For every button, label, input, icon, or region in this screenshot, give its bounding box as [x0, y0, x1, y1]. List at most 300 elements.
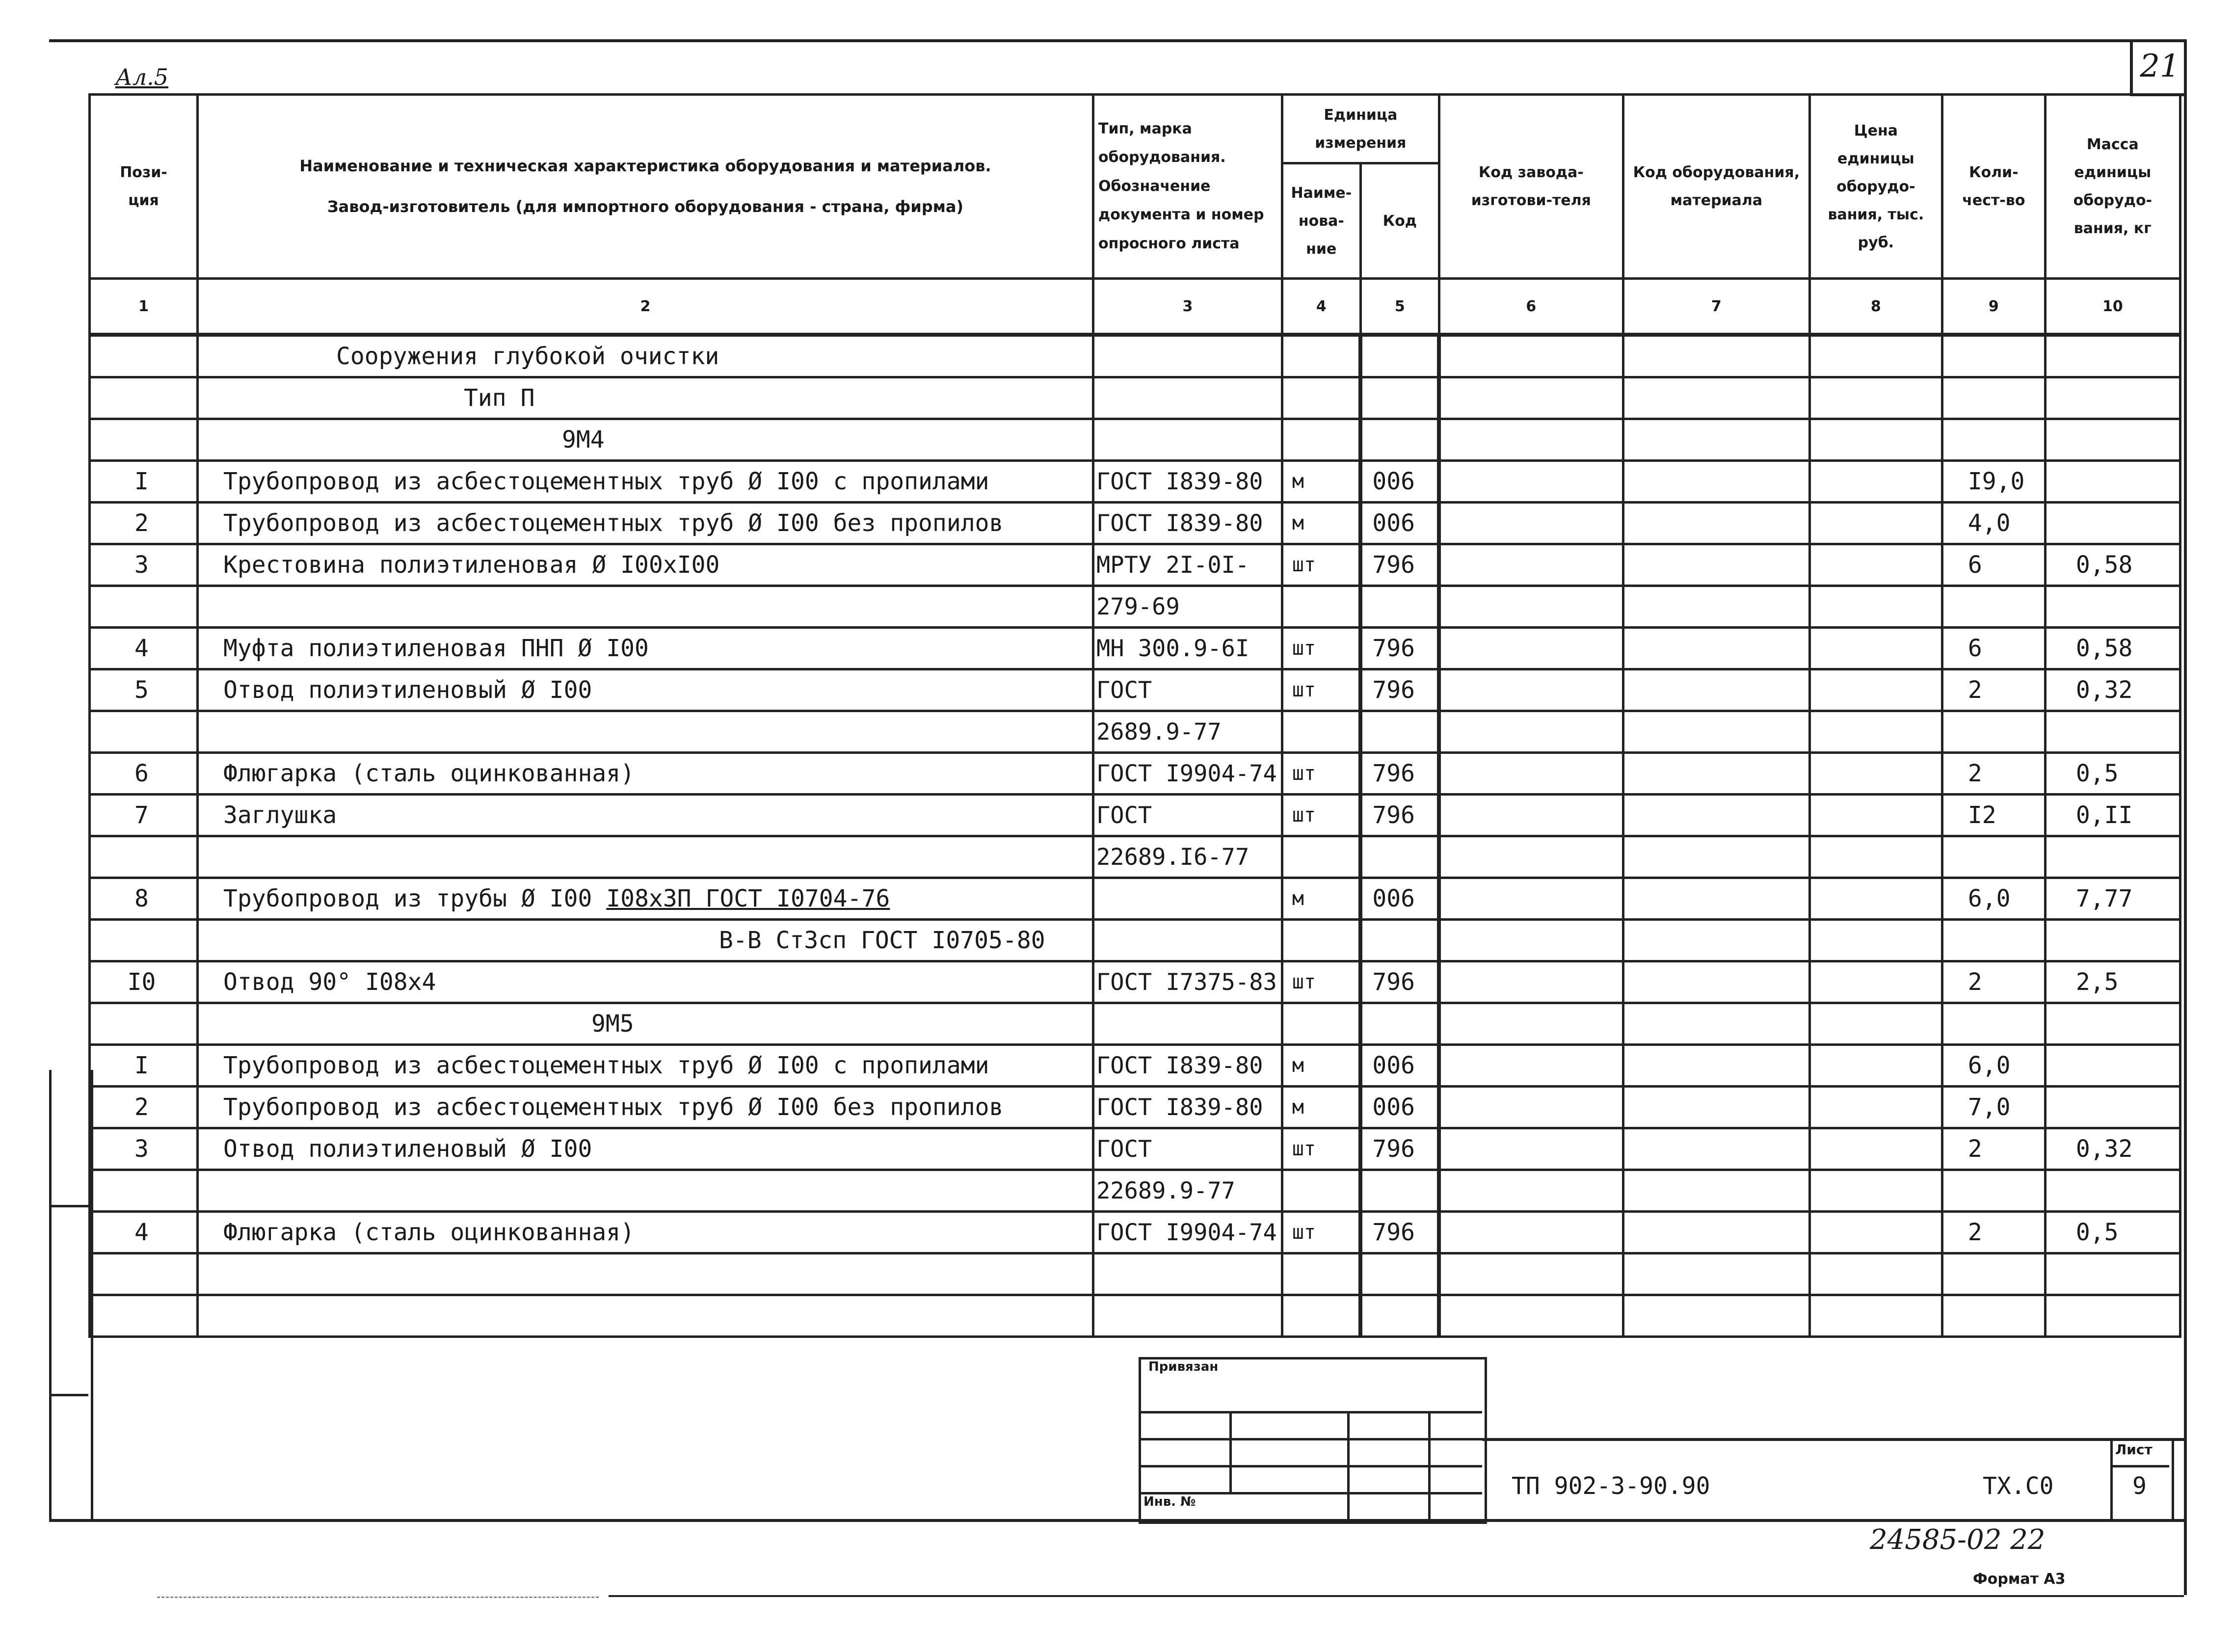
row-type	[1093, 503, 1282, 544]
row-mass	[2045, 1045, 2180, 1087]
row-equipment-code	[1623, 377, 1809, 419]
header-unit-name: Наиме-нова-ние	[1282, 163, 1360, 279]
row-factory-code	[1439, 1253, 1623, 1295]
row-mass-text: 0,32	[2075, 1135, 2133, 1163]
row-position	[90, 878, 198, 920]
table-row	[90, 1087, 2180, 1128]
row-factory-code	[1439, 878, 1623, 920]
row-quantity	[1942, 335, 2045, 377]
row-quantity-text: 2	[1967, 676, 1982, 704]
row-mass-text: 0,5	[2075, 760, 2119, 787]
row-position-text: 3	[134, 1135, 149, 1163]
row-price	[1809, 544, 1942, 586]
row-type	[1093, 335, 1282, 377]
row-name	[198, 1003, 1093, 1045]
row-mass	[2045, 1003, 2180, 1045]
row-name	[198, 544, 1093, 586]
row-equipment-code	[1623, 1087, 1809, 1128]
row-quantity	[1942, 753, 2045, 795]
row-quantity	[1942, 1045, 2045, 1087]
row-type-text: МН 300.9-6I	[1096, 635, 1249, 662]
table-row	[90, 544, 2180, 586]
table-row	[90, 586, 2180, 628]
row-factory-code	[1439, 961, 1623, 1003]
row-equipment-code	[1623, 461, 1809, 503]
stamp-inventory-label: Инв. №	[1143, 1494, 1196, 1509]
row-position	[90, 753, 198, 795]
row-name	[198, 669, 1093, 711]
row-unit	[1282, 795, 1360, 836]
row-position	[90, 544, 198, 586]
row-unit-code	[1360, 961, 1439, 1003]
row-mass	[2045, 335, 2180, 377]
row-unit	[1282, 461, 1360, 503]
row-mass	[2045, 961, 2180, 1003]
table-row	[90, 1253, 2180, 1295]
row-unit-text: м	[1292, 1054, 1304, 1077]
row-factory-code	[1439, 669, 1623, 711]
row-position	[90, 628, 198, 669]
document-designation: ТП 902-3-90.90	[1512, 1472, 1710, 1500]
row-equipment-code	[1623, 1212, 1809, 1253]
row-name-text: Тип П	[464, 384, 535, 412]
row-equipment-code	[1623, 795, 1809, 836]
row-quantity-text: 2	[1967, 1219, 1982, 1246]
row-quantity	[1942, 1253, 2045, 1295]
header-name: Наименование и техническая характеристика оборудования и материалов. Завод-изготовитель (для импортного оборудования - страна, фирма)	[198, 95, 1093, 279]
row-type-text: ГОСТ	[1096, 801, 1152, 829]
row-quantity-text: I2	[1967, 801, 1996, 829]
row-equipment-code	[1623, 753, 1809, 795]
row-mass	[2045, 544, 2180, 586]
row-unit-text: шт	[1292, 679, 1316, 701]
row-quantity	[1942, 377, 2045, 419]
archive-number: 24585-02 22	[1870, 1524, 2046, 1556]
row-unit-code-text: 796	[1372, 676, 1415, 704]
row-mass	[2045, 795, 2180, 836]
row-unit	[1282, 836, 1360, 878]
row-type-text: 22689.I6-77	[1096, 843, 1249, 871]
row-unit-text: м	[1292, 512, 1304, 534]
row-type-text: 2689.9-77	[1096, 718, 1222, 746]
table-row	[90, 419, 2180, 461]
row-unit-code	[1360, 1212, 1439, 1253]
row-equipment-code	[1623, 1003, 1809, 1045]
row-quantity	[1942, 586, 2045, 628]
row-unit-code	[1360, 377, 1439, 419]
row-position-text: 4	[134, 635, 149, 662]
row-name-text: Флюгарка (сталь оцинкованная)	[223, 1219, 635, 1246]
sheet-box-separator	[2110, 1465, 2169, 1467]
row-position	[90, 335, 198, 377]
row-position	[90, 836, 198, 878]
document-code: ТХ.С0	[1983, 1472, 2054, 1500]
row-name	[198, 1045, 1093, 1087]
row-type	[1093, 878, 1282, 920]
row-unit-code	[1360, 628, 1439, 669]
table-row	[90, 1295, 2180, 1337]
row-name	[198, 1087, 1093, 1128]
frame-bottom-edge	[609, 1595, 2184, 1597]
row-unit-code	[1360, 836, 1439, 878]
table-row	[90, 1045, 2180, 1087]
row-price	[1809, 586, 1942, 628]
row-name-text: Трубопровод из трубы Ø I00	[223, 885, 607, 912]
row-type	[1093, 1003, 1282, 1045]
row-factory-code	[1439, 795, 1623, 836]
row-mass	[2045, 1212, 2180, 1253]
row-price	[1809, 669, 1942, 711]
row-price	[1809, 503, 1942, 544]
row-unit	[1282, 335, 1360, 377]
row-type-text: ГОСТ	[1096, 676, 1152, 704]
row-quantity	[1942, 1003, 2045, 1045]
row-unit-code	[1360, 669, 1439, 711]
header-factory-code: Код завода-изготови-теля	[1439, 95, 1623, 279]
row-quantity	[1942, 711, 2045, 753]
row-factory-code	[1439, 628, 1623, 669]
stamp-line	[1139, 1438, 1482, 1440]
row-price	[1809, 961, 1942, 1003]
row-type	[1093, 419, 1282, 461]
row-unit-code	[1360, 920, 1439, 961]
row-name	[198, 1295, 1093, 1337]
row-position	[90, 669, 198, 711]
row-unit-code-text: 796	[1372, 760, 1415, 787]
row-position	[90, 795, 198, 836]
row-type	[1093, 961, 1282, 1003]
row-quantity	[1942, 878, 2045, 920]
row-position	[90, 961, 198, 1003]
sheet-label: Лист	[2115, 1441, 2152, 1458]
row-quantity-text: 4,0	[1967, 509, 2011, 537]
row-unit	[1282, 1170, 1360, 1212]
row-equipment-code	[1623, 878, 1809, 920]
page-number: 21	[2130, 39, 2187, 96]
row-type	[1093, 377, 1282, 419]
row-name	[198, 335, 1093, 377]
row-mass	[2045, 461, 2180, 503]
row-mass-text: 0,5	[2075, 1219, 2119, 1246]
row-name	[198, 711, 1093, 753]
row-name	[198, 878, 1093, 920]
row-factory-code	[1439, 503, 1623, 544]
row-unit-text: м	[1292, 887, 1304, 910]
table-row	[90, 669, 2180, 711]
row-quantity	[1942, 1170, 2045, 1212]
row-type	[1093, 586, 1282, 628]
row-quantity-text: 2	[1967, 968, 1982, 996]
row-equipment-code	[1623, 711, 1809, 753]
row-equipment-code	[1623, 335, 1809, 377]
row-type	[1093, 461, 1282, 503]
row-type	[1093, 1128, 1282, 1170]
row-position	[90, 711, 198, 753]
header-type: Тип, марка оборудования. Обозначение документа и номер опросного листа	[1093, 95, 1282, 279]
row-unit	[1282, 1003, 1360, 1045]
row-price	[1809, 1003, 1942, 1045]
column-number: 2	[198, 279, 1093, 335]
row-price	[1809, 628, 1942, 669]
row-price	[1809, 419, 1942, 461]
row-equipment-code	[1623, 1253, 1809, 1295]
row-unit	[1282, 419, 1360, 461]
row-mass-text: 2,5	[2075, 968, 2119, 996]
header-equipment-code: Код оборудования, материала	[1623, 95, 1809, 279]
row-unit-code	[1360, 711, 1439, 753]
table-row	[90, 878, 2180, 920]
row-type	[1093, 711, 1282, 753]
row-quantity-text: 6,0	[1967, 885, 2011, 912]
table-row	[90, 335, 2180, 377]
row-mass	[2045, 836, 2180, 878]
row-factory-code	[1439, 1170, 1623, 1212]
row-quantity	[1942, 461, 2045, 503]
row-quantity	[1942, 544, 2045, 586]
row-position-text: 7	[134, 801, 149, 829]
row-name-text: 9М5	[591, 1010, 634, 1038]
row-price	[1809, 1128, 1942, 1170]
row-equipment-code	[1623, 1128, 1809, 1170]
row-price	[1809, 377, 1942, 419]
row-price	[1809, 1045, 1942, 1087]
row-price	[1809, 753, 1942, 795]
row-mass	[2045, 628, 2180, 669]
row-equipment-code	[1623, 1170, 1809, 1212]
row-equipment-code	[1623, 1045, 1809, 1087]
row-position	[90, 920, 198, 961]
row-name	[198, 586, 1093, 628]
row-unit-text: м	[1292, 470, 1304, 493]
row-name	[198, 1212, 1093, 1253]
row-unit	[1282, 586, 1360, 628]
row-factory-code	[1439, 335, 1623, 377]
row-unit	[1282, 1295, 1360, 1337]
stamp-line	[1139, 1411, 1482, 1413]
row-mass	[2045, 878, 2180, 920]
row-name-underlined-text: I08x3П ГОСТ I0704-76	[606, 885, 890, 912]
row-quantity	[1942, 836, 2045, 878]
row-factory-code	[1439, 377, 1623, 419]
row-name	[198, 1128, 1093, 1170]
row-type-text: ГОСТ I839-80	[1096, 509, 1263, 537]
row-unit-code-text: 796	[1372, 635, 1415, 662]
row-mass	[2045, 920, 2180, 961]
row-position	[90, 1253, 198, 1295]
binding-divider	[49, 1205, 88, 1207]
table-row	[90, 461, 2180, 503]
header-quantity: Коли-чест-во	[1942, 95, 2045, 279]
header-unit-group: Единица измерения	[1282, 95, 1439, 163]
row-name-text: Отвод полиэтиленовый Ø I00	[223, 1135, 592, 1163]
row-factory-code	[1439, 711, 1623, 753]
row-unit-code-text: 006	[1372, 1093, 1415, 1121]
row-factory-code	[1439, 1087, 1623, 1128]
row-equipment-code	[1623, 836, 1809, 878]
row-price	[1809, 461, 1942, 503]
row-factory-code	[1439, 419, 1623, 461]
binding-strip	[49, 1070, 93, 1521]
row-type-text: ГОСТ I839-80	[1096, 1052, 1263, 1079]
row-name	[198, 503, 1093, 544]
specification-body	[90, 335, 2180, 1337]
row-unit-code	[1360, 461, 1439, 503]
row-unit-text: шт	[1292, 971, 1316, 993]
row-equipment-code	[1623, 920, 1809, 961]
row-factory-code	[1439, 1212, 1623, 1253]
row-name	[198, 1253, 1093, 1295]
table-row	[90, 961, 2180, 1003]
stamp-line	[1139, 1465, 1482, 1467]
stamp-line	[1428, 1411, 1431, 1519]
row-quantity	[1942, 503, 2045, 544]
row-position	[90, 1003, 198, 1045]
column-number-row	[90, 279, 2180, 335]
column-number: 4	[1282, 279, 1360, 335]
row-position-text: 5	[134, 676, 149, 704]
row-type-text: ГОСТ I9904-74	[1096, 760, 1277, 787]
row-unit	[1282, 1212, 1360, 1253]
table-row	[90, 920, 2180, 961]
row-price	[1809, 1170, 1942, 1212]
table-row	[90, 503, 2180, 544]
row-quantity-text: 2	[1967, 1135, 1982, 1163]
row-name-text: Трубопровод из асбестоцементных труб Ø I00 без пропилов	[223, 1093, 1004, 1121]
row-unit-code-text: 796	[1372, 1219, 1415, 1246]
row-unit-code-text: 796	[1372, 551, 1415, 579]
row-position	[90, 586, 198, 628]
row-name-text: Сооружения глубокой очистки	[336, 343, 719, 370]
row-type	[1093, 1087, 1282, 1128]
row-factory-code	[1439, 544, 1623, 586]
row-mass	[2045, 586, 2180, 628]
corner-mark: Ал.5	[115, 64, 169, 90]
row-unit-text: шт	[1292, 1221, 1316, 1244]
row-type-text: 22689.9-77	[1096, 1177, 1235, 1204]
column-number: 8	[1809, 279, 1942, 335]
row-unit-code	[1360, 1003, 1439, 1045]
header-price: Цена единицы оборудо-вания, тыс. руб.	[1809, 95, 1942, 279]
row-mass	[2045, 711, 2180, 753]
frame-bottom-dash	[157, 1597, 599, 1598]
column-number: 5	[1360, 279, 1439, 335]
row-name-text: Заглушка	[223, 801, 337, 829]
stamp-attached-label: Привязан	[1148, 1359, 1219, 1374]
row-quantity	[1942, 795, 2045, 836]
table-row	[90, 377, 2180, 419]
stamp-line	[1229, 1411, 1232, 1492]
row-unit-code	[1360, 795, 1439, 836]
row-position	[90, 1087, 198, 1128]
row-equipment-code	[1623, 1295, 1809, 1337]
header-position: Пози- ция	[90, 95, 198, 279]
row-position-text: I0	[127, 968, 156, 996]
row-unit	[1282, 1253, 1360, 1295]
row-mass-text: 0,58	[2075, 551, 2133, 579]
column-number: 7	[1623, 279, 1809, 335]
row-unit	[1282, 711, 1360, 753]
row-equipment-code	[1623, 669, 1809, 711]
row-type-text: ГОСТ I839-80	[1096, 1093, 1263, 1121]
table-row	[90, 628, 2180, 669]
row-quantity	[1942, 669, 2045, 711]
row-factory-code	[1439, 753, 1623, 795]
row-equipment-code	[1623, 961, 1809, 1003]
row-unit	[1282, 878, 1360, 920]
row-mass	[2045, 1295, 2180, 1337]
row-factory-code	[1439, 920, 1623, 961]
row-position	[90, 1212, 198, 1253]
row-equipment-code	[1623, 419, 1809, 461]
row-unit-code	[1360, 586, 1439, 628]
row-position-text: 8	[134, 885, 149, 912]
row-quantity	[1942, 1212, 2045, 1253]
row-unit-code-text: 006	[1372, 509, 1415, 537]
row-type	[1093, 628, 1282, 669]
row-unit-text: шт	[1292, 554, 1316, 576]
table-row	[90, 1003, 2180, 1045]
row-type	[1093, 836, 1282, 878]
row-type-text: ГОСТ I7375-83	[1096, 968, 1277, 996]
table-row	[90, 836, 2180, 878]
row-unit-code	[1360, 753, 1439, 795]
row-unit-code-text: 796	[1372, 968, 1415, 996]
row-position-text: I	[134, 468, 149, 495]
row-type	[1093, 920, 1282, 961]
row-type	[1093, 1170, 1282, 1212]
row-type-text: ГОСТ I839-80	[1096, 468, 1263, 495]
row-name	[198, 1170, 1093, 1212]
row-unit-code	[1360, 1170, 1439, 1212]
row-mass-text: 0,32	[2075, 676, 2133, 704]
row-unit-code	[1360, 544, 1439, 586]
row-type	[1093, 753, 1282, 795]
row-equipment-code	[1623, 544, 1809, 586]
row-unit-code-text: 006	[1372, 468, 1415, 495]
row-unit-code	[1360, 1087, 1439, 1128]
binding-divider	[49, 1394, 88, 1396]
row-quantity	[1942, 628, 2045, 669]
row-name	[198, 920, 1093, 961]
row-quantity	[1942, 961, 2045, 1003]
row-unit-code	[1360, 1128, 1439, 1170]
row-unit-text: м	[1292, 1096, 1304, 1119]
row-type	[1093, 795, 1282, 836]
row-name-text: Трубопровод из асбестоцементных труб Ø I00 с пропилами	[223, 1052, 989, 1079]
row-unit-code	[1360, 878, 1439, 920]
row-mass	[2045, 1128, 2180, 1170]
row-type-text: 279-69	[1096, 593, 1180, 620]
header-unit-code: Код	[1360, 163, 1439, 279]
row-unit-code-text: 006	[1372, 885, 1415, 912]
row-name-text: Флюгарка (сталь оцинкованная)	[223, 760, 635, 787]
row-unit-text: шт	[1292, 804, 1316, 826]
table-row	[90, 1170, 2180, 1212]
row-factory-code	[1439, 461, 1623, 503]
row-mass	[2045, 419, 2180, 461]
row-equipment-code	[1623, 503, 1809, 544]
table-row	[90, 753, 2180, 795]
row-unit-code	[1360, 1045, 1439, 1087]
row-factory-code	[1439, 586, 1623, 628]
row-quantity-text: 2	[1967, 760, 1982, 787]
row-name	[198, 795, 1093, 836]
row-mass	[2045, 1170, 2180, 1212]
row-mass	[2045, 753, 2180, 795]
row-position-text: 4	[134, 1219, 149, 1246]
row-position-text: 6	[134, 760, 149, 787]
sheet-number: 9	[2132, 1472, 2147, 1500]
